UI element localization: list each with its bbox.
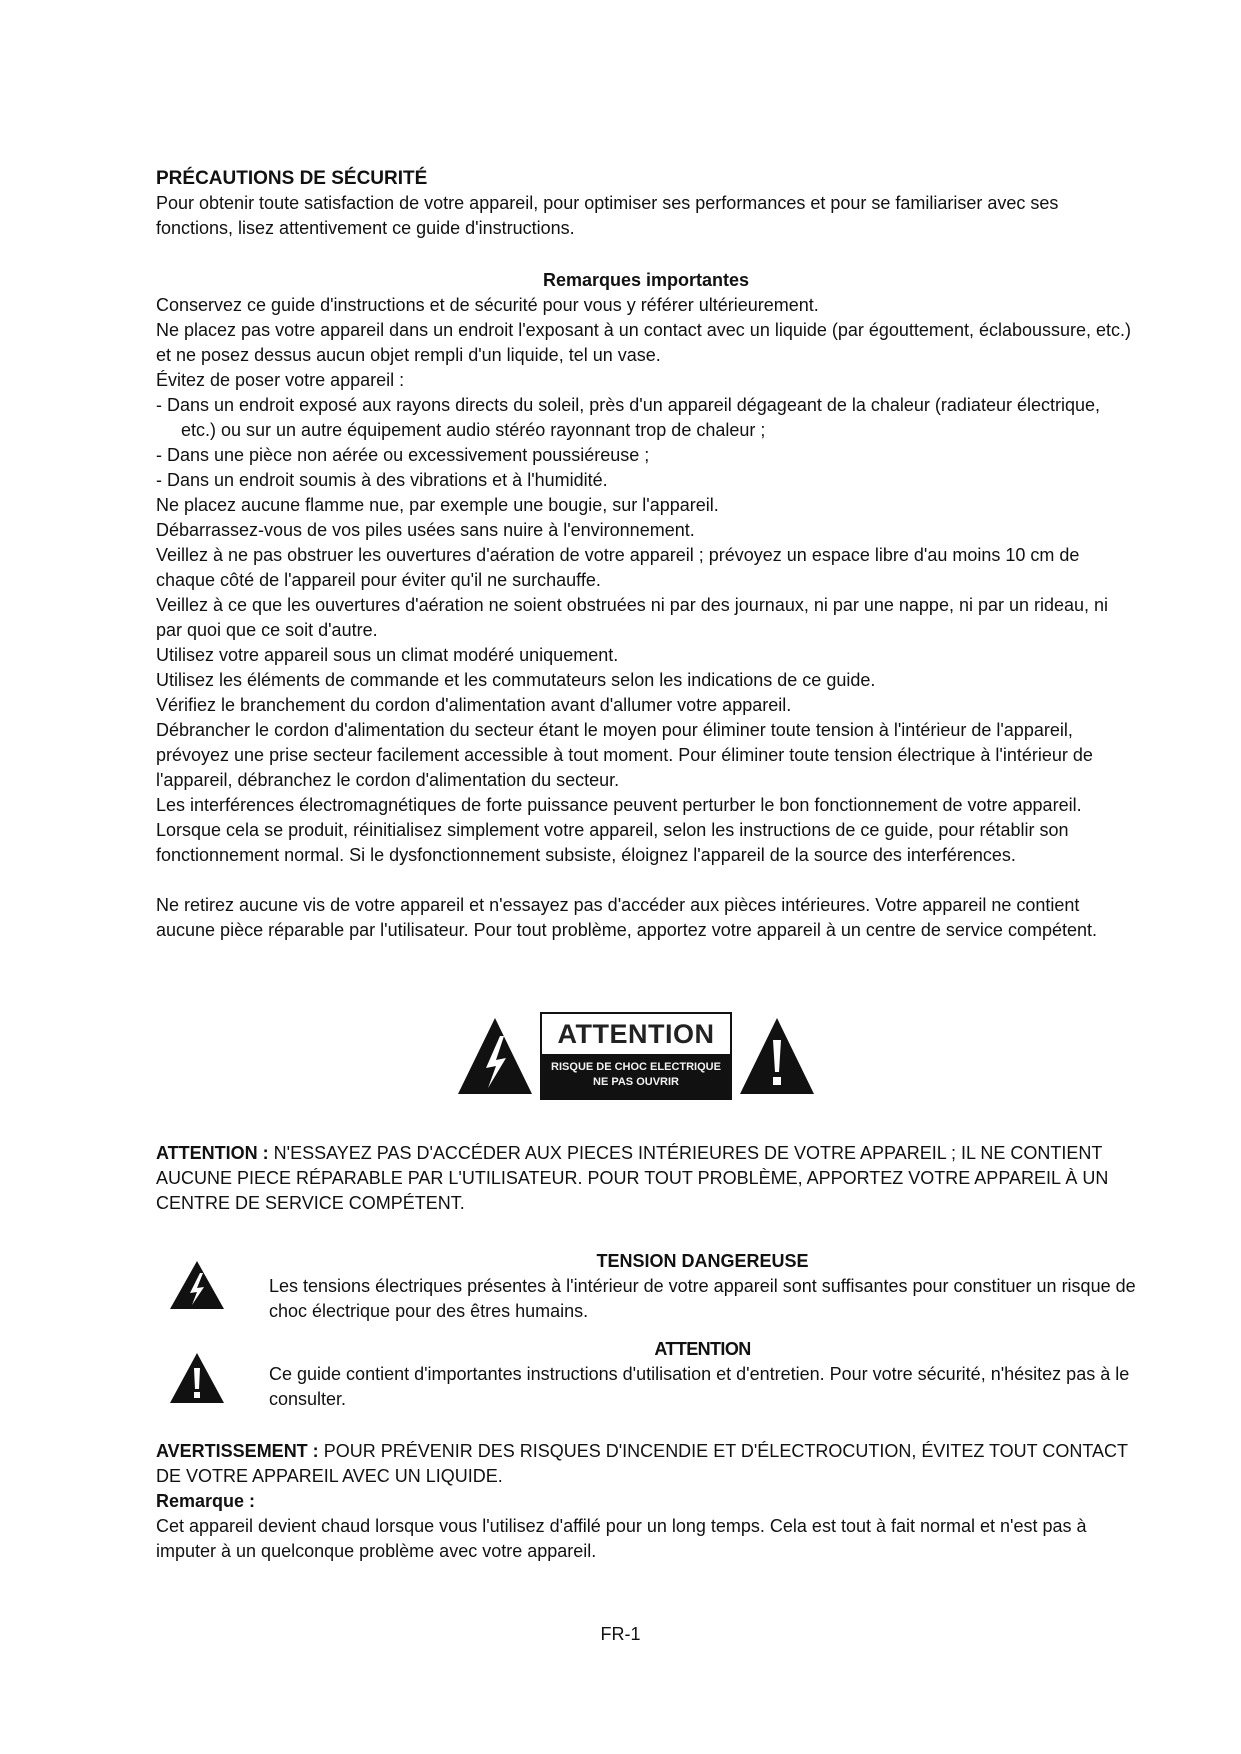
safety-section [156,166,1136,943]
attention-label [540,1012,732,1100]
remark-paragraph: Veillez à ne pas obstruer les ouvertures d'aération de votre appareil ; prévoyez un espace libre d'au moins 10 cm de chaque côté de l'appareil pour éviter qu'il ne surchauffe. [156,545,1080,590]
warning-lead: AVERTISSEMENT : [156,1441,319,1461]
warning-notice [156,1439,1136,1564]
exclamation-warning-icon [738,1016,816,1096]
caution-block [156,1337,1136,1412]
list-item: - Dans un endroit soumis à des vibrations et à l'humidité. [156,470,608,490]
attention-label-line: NE PAS OUVRIR [593,1076,679,1088]
voltage-heading: TENSION DANGEREUSE [596,1251,809,1271]
caution-heading: ATTENTION [654,1339,751,1359]
attention-label-line: RISQUE DE CHOC ELECTRIQUE [551,1061,721,1073]
attention-text: N'ESSAYEZ PAS D'ACCÉDER AUX PIECES INTÉRIEURES DE VOTRE APPAREIL ; IL NE CONTIENT AUCUNE PIECE RÉPARABLE PAR L'UTILISATEUR. POUR TOUT PROBLÈME, APPORTEZ VOTRE APPAREIL À UN CENTRE DE SERVICE COMPÉTENT. [156,1143,1109,1213]
attention-label-title: ATTENTION [557,1019,715,1049]
attention-label-subtitle [542,1054,730,1098]
note-text: Cet appareil devient chaud lorsque vous l'utilisez d'affilé pour un long temps. Cela est tout à fait normal et n'est pas à imputer à un quelconque problème avec votre appareil. [156,1516,1087,1561]
note-heading: Remarque : [156,1491,256,1511]
remark-paragraph: Veillez à ce que les ouvertures d'aération ne soient obstruées ni par des journaux, ni par une nappe, ni par un rideau, ni par quoi que ce soit d'autre. [156,595,1109,640]
remark-paragraph: Utilisez votre appareil sous un climat modéré uniquement. [156,645,619,665]
page-number: FR-1 [600,1624,641,1644]
caution-text: Ce guide contient d'importantes instructions d'utilisation et d'entretien. Pour votre sécurité, n'hésitez pas à le consulter. [269,1364,1130,1409]
remark-paragraph: Ne retirez aucune vis de votre appareil et n'essayez pas d'accéder aux pièces intérieures. Votre appareil ne contient aucune pièce réparable par l'utilisateur. Pour tout problème, apportez votre appareil à un centre de service compétent. [156,895,1097,940]
lightning-warning-icon [456,1016,534,1096]
remark-paragraph: Utilisez les éléments de commande et les commutateurs selon les indications de ce guide. [156,670,876,690]
remarks-heading: Remarques importantes [542,270,750,290]
intro-paragraph: Pour obtenir toute satisfaction de votre appareil, pour optimiser ses performances et pour se familiariser avec ses fonctions, lisez attentivement ce guide d'instructions. [156,193,1059,238]
attention-notice [156,1141,1136,1216]
remark-paragraph: Vérifiez le branchement du cordon d'alimentation avant d'allumer votre appareil. [156,695,792,715]
lightning-warning-icon [168,1259,226,1311]
dangerous-voltage-block [156,1249,1136,1324]
remark-paragraph: Ne placez aucune flamme nue, par exemple une bougie, sur l'appareil. [156,495,719,515]
exclamation-warning-icon [168,1351,226,1405]
remark-paragraph: Débrancher le cordon d'alimentation du secteur étant le moyen pour éliminer toute tension à l'intérieur de l'appareil, prévoyez une prise secteur facilement accessible à tout moment. Pour éliminer toute tension électrique à l'intérieur de l'appareil, débranchez le cordon d'alimentation du secteur. [156,720,1093,790]
attention-label-graphic [456,1012,816,1102]
list-item: - Dans une pièce non aérée ou excessivement poussiéreuse ; [156,445,650,465]
list-item: - Dans un endroit exposé aux rayons directs du soleil, près d'un appareil dégageant de la chaleur (radiateur électrique, etc.) ou sur un autre équipement audio stéréo rayonnant trop de chaleur ; [156,395,1101,440]
warning-paragraph [156,1439,1136,1489]
warning-text: POUR PRÉVENIR DES RISQUES D'INCENDIE ET D'ÉLECTROCUTION, ÉVITEZ TOUT CONTACT DE VOTRE APPAREIL AVEC UN LIQUIDE. [156,1441,1128,1486]
voltage-text: Les tensions électriques présentes à l'intérieur de votre appareil sont suffisantes pour constituer un risque de choc électrique pour des êtres humains. [269,1276,1136,1321]
page-title: PRÉCAUTIONS DE SÉCURITÉ [156,168,428,189]
remark-paragraph: Ne placez pas votre appareil dans un endroit l'exposant à un contact avec un liquide (par égouttement, éclaboussure, etc.) et ne posez dessus aucun objet rempli d'un liquide, tel un vase. [156,320,1132,365]
remark-paragraph: Les interférences électromagnétiques de forte puissance peuvent perturber le bon fonctionnement de votre appareil. Lorsque cela se produit, réinitialisez simplement votre appareil, selon les instructions de ce guide, pour rétablir son fonctionnement normal. Si le dysfonctionnement subsiste, éloignez l'appareil de la source des interférences. [156,795,1082,865]
remark-paragraph: Conservez ce guide d'instructions et de sécurité pour vous y référer ultérieurement. [156,295,819,315]
attention-lead: ATTENTION : [156,1143,269,1163]
warnings-section [156,1141,1136,1564]
remark-paragraph: Évitez de poser votre appareil : [156,370,405,390]
remark-paragraph: Débarrassez-vous de vos piles usées sans nuire à l'environnement. [156,520,695,540]
